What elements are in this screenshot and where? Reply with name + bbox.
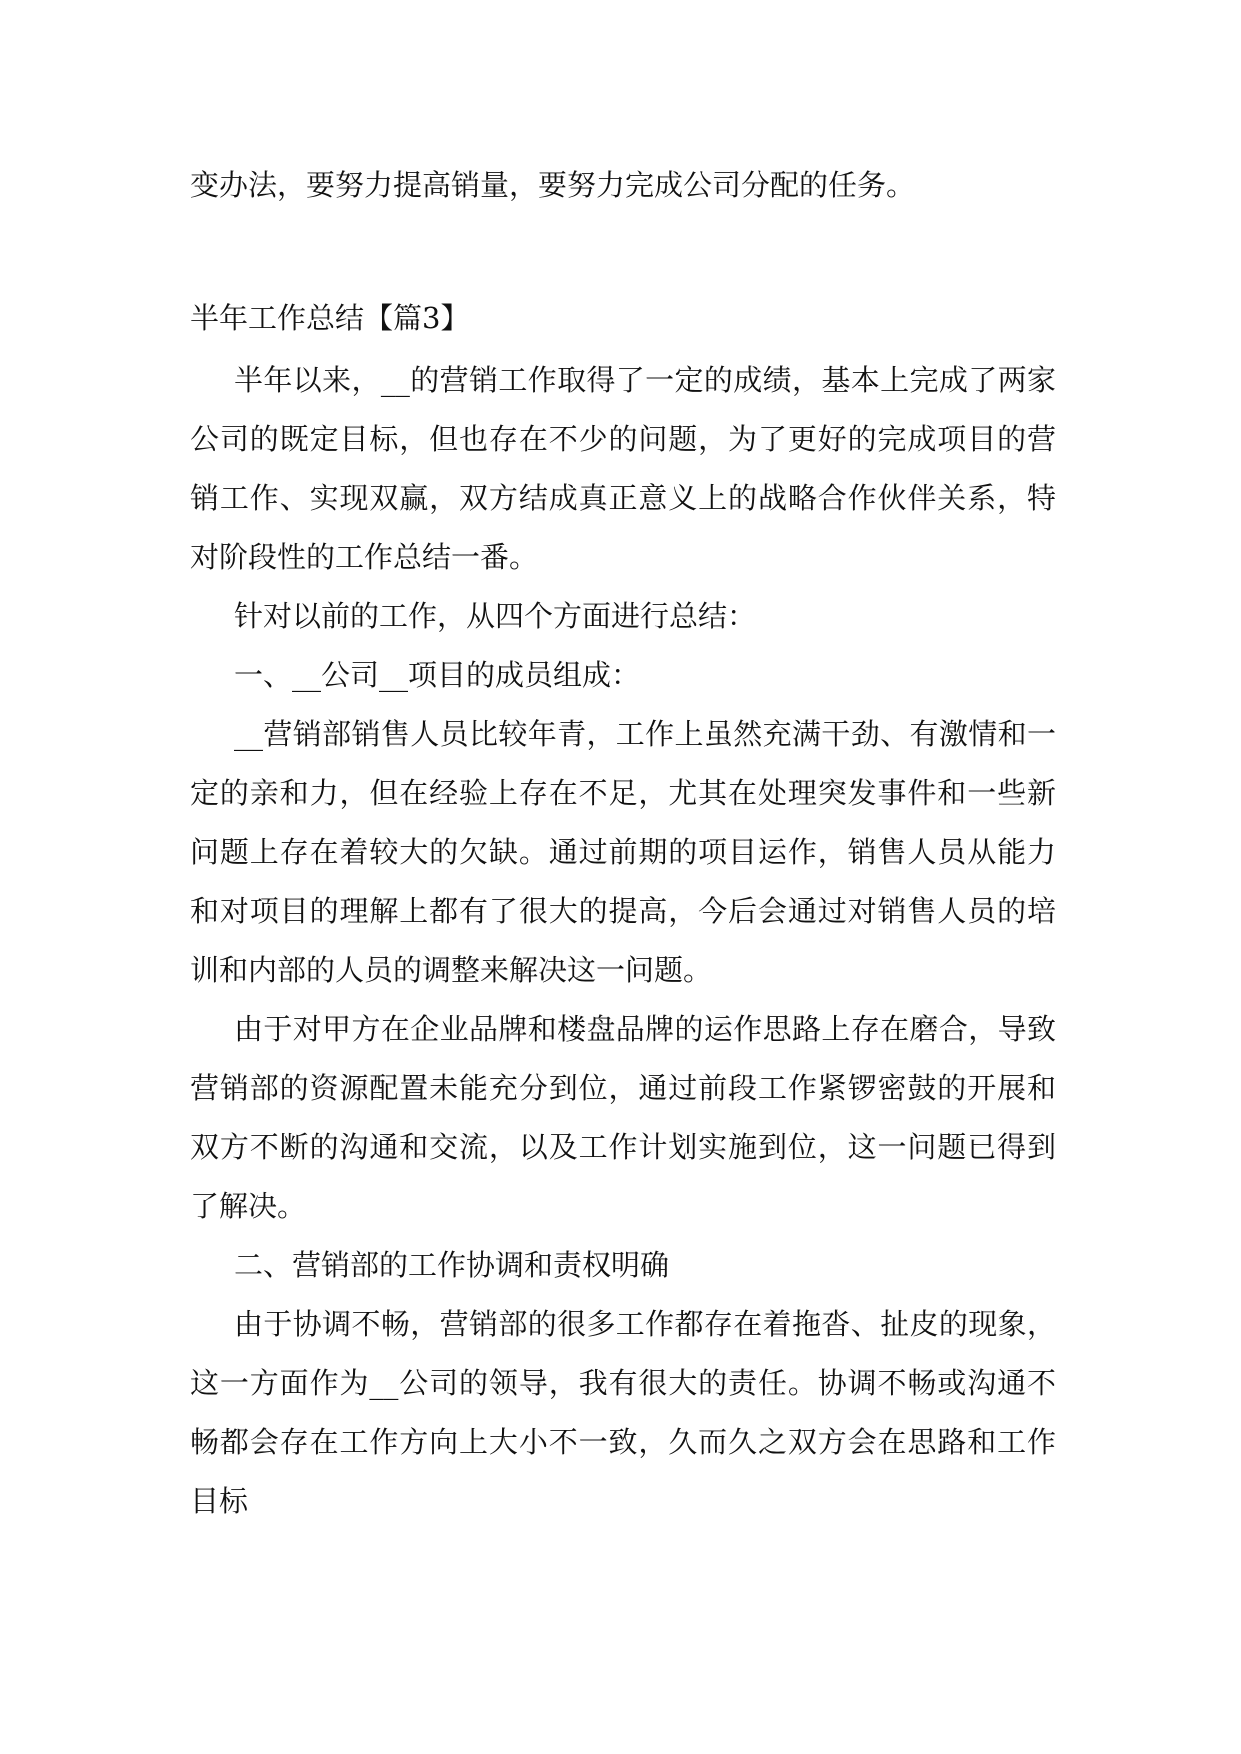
paragraph-continuation: 变办法，要努力提高销量，要努力完成公司分配的任务。 (190, 168, 916, 202)
paragraph-resource-allocation: 由于对甲方在企业品牌和楼盘品牌的运作思路上存在磨合，导致营销部的资源配置未能充分到位，通过前段工作紧锣密鼓的开展和双方不断的沟通和交流，以及工作计划实施到位，这一问题已得到了解决。 (190, 1012, 1056, 1223)
section-heading: 半年工作总结【篇3】 (190, 301, 470, 335)
paragraph-summary-lead: 针对以前的工作，从四个方面进行总结： (234, 599, 757, 633)
paragraph-sales-staff: __营销部销售人员比较年青，工作上虽然充满干劲、有激情和一定的亲和力，但在经验上存在不足，尤其在处理突发事件和一些新问题上存在着较大的欠缺。通过前期的项目运作，销售人员从能力和对项目的理解上都有了很大的提高，今后会通过对销售人员的培训和内部的人员的调整来解决这一问题。 (190, 717, 1056, 987)
subheading-two: 二、营销部的工作协调和责权明确 (234, 1248, 670, 1282)
paragraph-intro: 半年以来，__的营销工作取得了一定的成绩，基本上完成了两家公司的既定目标，但也存在不少的问题，为了更好的完成项目的营销工作、实现双赢，双方结成真正意义上的战略合作伙伴关系，特对阶段性的工作总结一番。 (190, 363, 1056, 574)
subheading-one: 一、__公司__项目的成员组成： (234, 658, 641, 692)
document-body (190, 156, 1056, 1531)
paragraph-coordination: 由于协调不畅，营销部的很多工作都存在着拖沓、扯皮的现象，这一方面作为__公司的领导，我有很大的责任。协调不畅或沟通不畅都会存在工作方向上大小不一致，久而久之双方会在思路和工作目标 (190, 1307, 1056, 1518)
